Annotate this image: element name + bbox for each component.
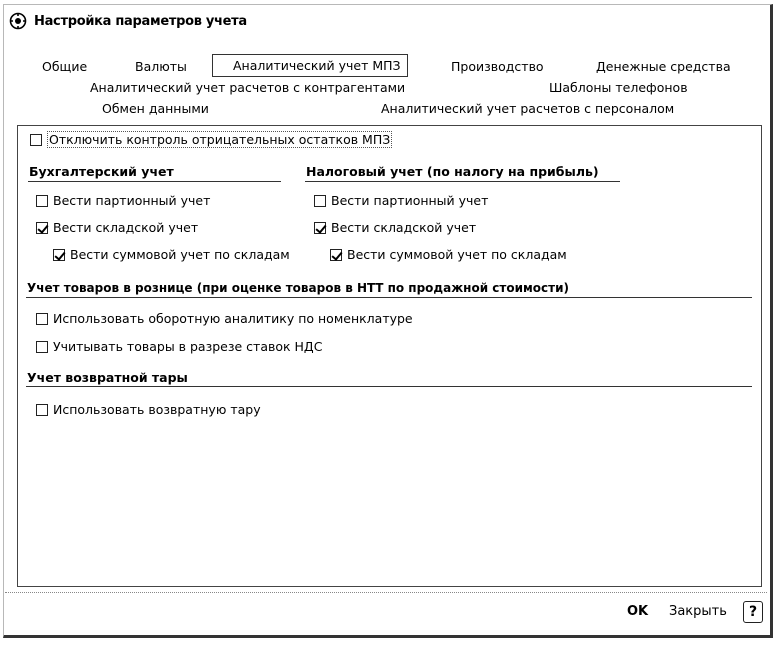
checkbox-label: Вести суммовой учет по складам	[347, 247, 567, 262]
checkbox[interactable]	[314, 195, 326, 207]
checkbox[interactable]	[314, 222, 326, 234]
settings-gear-icon	[9, 12, 27, 30]
checkbox-label: Отключить контроль отрицательных остатков МПЗ	[49, 132, 391, 147]
tax-warehouse-checkbox[interactable]	[314, 220, 476, 235]
tab-production[interactable]: Производство	[451, 59, 544, 74]
checkbox[interactable]	[36, 404, 48, 416]
tab-cash[interactable]: Денежные средства	[596, 59, 731, 74]
help-icon: ?	[748, 604, 758, 620]
accounting-batch-checkbox[interactable]	[36, 193, 210, 208]
checkbox-label: Вести партионный учет	[331, 193, 489, 208]
divider	[26, 297, 752, 298]
checkbox-label: Использовать возвратную тару	[53, 402, 261, 417]
tab-data-exchange[interactable]: Обмен данными	[102, 101, 209, 116]
checkbox-label: Вести складской учет	[53, 220, 199, 235]
section-title-accounting: Бухгалтерский учет	[29, 164, 174, 179]
checkbox[interactable]	[36, 195, 48, 207]
accounting-sum-by-warehouse-checkbox[interactable]	[53, 247, 290, 262]
accounting-warehouse-checkbox[interactable]	[36, 220, 198, 235]
retail-vat-rates-checkbox[interactable]	[36, 339, 322, 354]
divider	[305, 181, 620, 182]
checkbox[interactable]	[30, 134, 42, 146]
checkbox-label: Вести суммовой учет по складам	[70, 247, 290, 262]
tab-phone-templates[interactable]: Шаблоны телефонов	[549, 80, 688, 95]
retail-turnover-analytics-checkbox[interactable]	[36, 311, 413, 326]
tab-personnel-analytics[interactable]: Аналитический учет расчетов с персоналом	[381, 101, 675, 116]
ok-button[interactable]: OK	[627, 604, 649, 619]
checkbox-label: Вести складской учет	[331, 220, 477, 235]
section-title-returnable: Учет возвратной тары	[27, 370, 188, 385]
checkbox[interactable]	[53, 249, 65, 261]
divider	[26, 386, 752, 387]
tab-inventory-analytics[interactable]: Аналитический учет МПЗ	[212, 54, 408, 77]
checkbox-label: Учитывать товары в разрезе ставок НДС	[53, 339, 323, 354]
tab-counterparty-analytics[interactable]: Аналитический учет расчетов с контрагентами	[90, 80, 406, 95]
checkbox-label: Вести партионный учет	[53, 193, 211, 208]
tab-currencies[interactable]: Валюты	[135, 59, 187, 74]
window-title: Настройка параметров учета	[34, 14, 247, 29]
close-button[interactable]: Закрыть	[669, 604, 727, 619]
checkbox-label: Использовать оборотную аналитику по номенклатуре	[53, 311, 413, 326]
section-title-retail: Учет товаров в рознице (при оценке товаров в НТТ по продажной стоимости)	[27, 281, 570, 295]
section-title-tax: Налоговый учет (по налогу на прибыль)	[306, 164, 599, 179]
returnable-packaging-checkbox[interactable]	[36, 402, 261, 417]
checkbox[interactable]	[36, 341, 48, 353]
footer-divider	[5, 592, 767, 593]
checkbox[interactable]	[330, 249, 342, 261]
checkbox[interactable]	[36, 313, 48, 325]
tab-general[interactable]: Общие	[42, 59, 88, 74]
checkbox[interactable]	[36, 222, 48, 234]
divider	[28, 181, 281, 182]
help-button[interactable]	[743, 601, 763, 623]
tax-sum-by-warehouse-checkbox[interactable]	[330, 247, 567, 262]
tax-batch-checkbox[interactable]	[314, 193, 488, 208]
disable-negative-control-checkbox[interactable]	[30, 131, 392, 148]
